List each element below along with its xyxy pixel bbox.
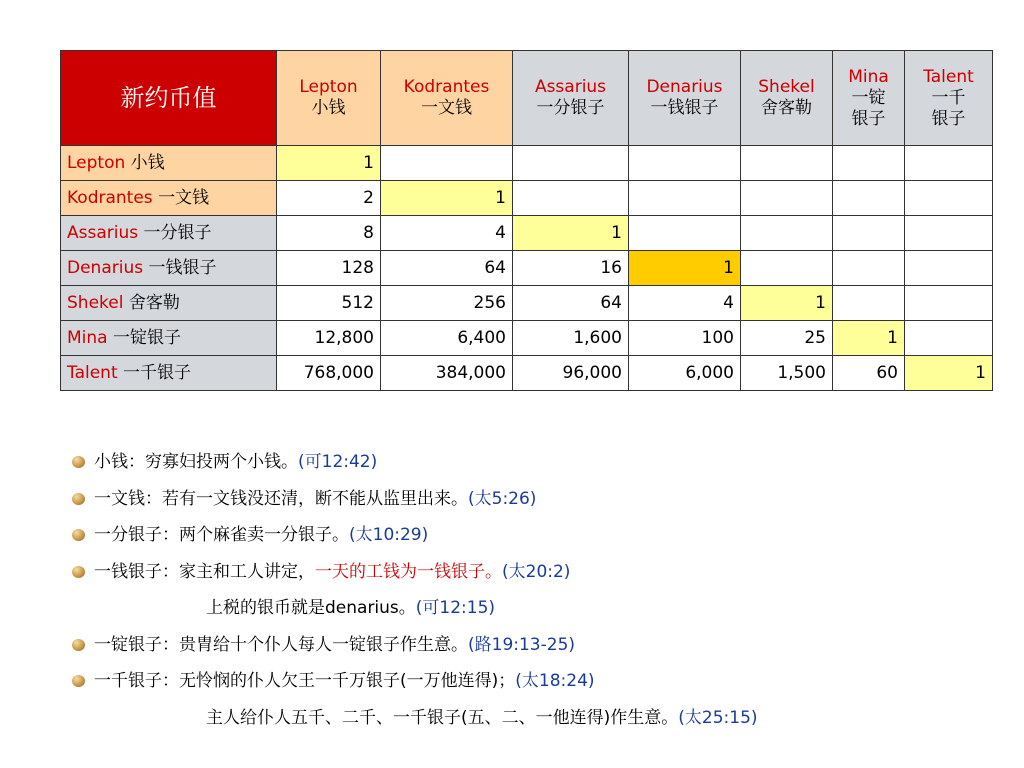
verse-ref: (太18:24) <box>515 671 595 691</box>
verse-ref: (可12:42) <box>298 452 378 472</box>
table-cell: 12,800 <box>277 321 381 356</box>
note-text: 一文钱：若有一文钱没还清，断不能从监里出来。 <box>94 488 468 509</box>
col-header-shekel: Shekel 舍客勒 <box>741 51 833 146</box>
row-header-mina: Mina 一锭银子 <box>61 321 277 356</box>
bullet-icon <box>72 456 85 468</box>
table-cell <box>629 181 741 216</box>
table-cell: 1,600 <box>513 321 629 356</box>
bullet-icon <box>72 675 85 687</box>
table-header-row <box>61 51 993 146</box>
table-cell: 64 <box>513 286 629 321</box>
col-header-talent: Talent 一千 银子 <box>905 51 993 146</box>
bullet-icon <box>72 493 85 505</box>
table-cell: 25 <box>741 321 833 356</box>
currency-table <box>60 50 993 391</box>
table-row <box>61 251 993 286</box>
table-cell <box>629 216 741 251</box>
table-title: 新约币值 <box>61 51 277 146</box>
bullet-icon <box>72 529 85 541</box>
row-header-lepton: Lepton 小钱 <box>61 146 277 181</box>
table-row <box>61 216 993 251</box>
table-cell <box>833 251 905 286</box>
bullet-icon <box>72 639 85 651</box>
table-cell: 1 <box>833 321 905 356</box>
table-cell <box>833 216 905 251</box>
table-row <box>61 286 993 321</box>
table-cell <box>905 146 993 181</box>
row-header-assarius: Assarius 一分银子 <box>61 216 277 251</box>
table-cell: 1 <box>629 251 741 286</box>
note-text: 一分银子：两个麻雀卖一分银子。 <box>94 525 349 545</box>
table-row <box>61 321 993 356</box>
note-text: 一钱银子：家主和工人讲定， <box>94 561 315 582</box>
col-header-mina: Mina 一锭 银子 <box>833 51 905 146</box>
table-cell: 6,400 <box>381 321 513 356</box>
table-cell: 100 <box>629 321 741 356</box>
verse-ref: (太5:26) <box>468 488 537 509</box>
table-cell <box>513 146 629 181</box>
table-cell: 64 <box>381 251 513 286</box>
table-cell: 1 <box>277 146 381 181</box>
table-cell <box>381 146 513 181</box>
table-cell <box>905 216 993 251</box>
table-cell: 6,000 <box>629 356 741 391</box>
note-text: 上税的银币就是denarius。 <box>206 598 416 618</box>
table-cell: 4 <box>629 286 741 321</box>
table-cell <box>833 181 905 216</box>
table-row <box>61 146 993 181</box>
table-cell: 768,000 <box>277 356 381 391</box>
table-cell: 8 <box>277 216 381 251</box>
verse-ref: (太10:29) <box>349 525 429 545</box>
table-cell <box>629 146 741 181</box>
row-header-shekel: Shekel 舍客勒 <box>61 286 277 321</box>
table-cell: 512 <box>277 286 381 321</box>
table-cell: 1,500 <box>741 356 833 391</box>
table-cell <box>513 181 629 216</box>
table-cell <box>741 146 833 181</box>
row-header-kodrantes: Kodrantes 一文钱 <box>61 181 277 216</box>
table-cell: 4 <box>381 216 513 251</box>
col-header-kodrantes: Kodrantes 一文钱 <box>381 51 513 146</box>
verse-ref: (太20:2) <box>502 561 571 582</box>
note-highlight: 一天的工钱为一钱银子。 <box>315 561 502 582</box>
col-header-lepton: Lepton 小钱 <box>277 51 381 146</box>
note-text: 主人给仆人五千、二千、一千银子(五、二、一他连得)作生意。 <box>206 707 679 728</box>
table-cell <box>833 286 905 321</box>
verse-ref: (路19:13-25) <box>468 634 576 655</box>
table-cell: 128 <box>277 251 381 286</box>
table-row <box>61 181 993 216</box>
table-cell <box>905 251 993 286</box>
table-cell: 384,000 <box>381 356 513 391</box>
note-text: 小钱：穷寡妇投两个小钱。 <box>94 452 298 472</box>
table-cell <box>905 286 993 321</box>
table-cell <box>741 251 833 286</box>
col-header-denarius: Denarius 一钱银子 <box>629 51 741 146</box>
col-header-assarius: Assarius 一分银子 <box>513 51 629 146</box>
table-cell: 256 <box>381 286 513 321</box>
table-cell: 16 <box>513 251 629 286</box>
table-cell: 2 <box>277 181 381 216</box>
table-cell <box>905 321 993 356</box>
verse-ref: (太25:15) <box>678 707 758 728</box>
table-cell <box>741 181 833 216</box>
table-row <box>61 356 993 391</box>
verse-ref: (可12:15) <box>415 598 496 618</box>
table-cell: 1 <box>513 216 629 251</box>
table-cell <box>741 216 833 251</box>
table-cell <box>833 146 905 181</box>
table-cell: 1 <box>381 181 513 216</box>
table-cell: 1 <box>905 356 993 391</box>
table-cell: 60 <box>833 356 905 391</box>
table-cell: 1 <box>741 286 833 321</box>
note-text: 一千银子：无怜悯的仆人欠王一千万银子(一万他连得)； <box>94 671 516 691</box>
note-text: 一锭银子：贵胄给十个仆人每人一锭银子作生意。 <box>94 634 468 655</box>
row-header-denarius: Denarius 一钱银子 <box>61 251 277 286</box>
row-header-talent: Talent 一千银子 <box>61 356 277 391</box>
table-cell: 96,000 <box>513 356 629 391</box>
table-cell <box>905 181 993 216</box>
bullet-icon <box>72 566 85 578</box>
